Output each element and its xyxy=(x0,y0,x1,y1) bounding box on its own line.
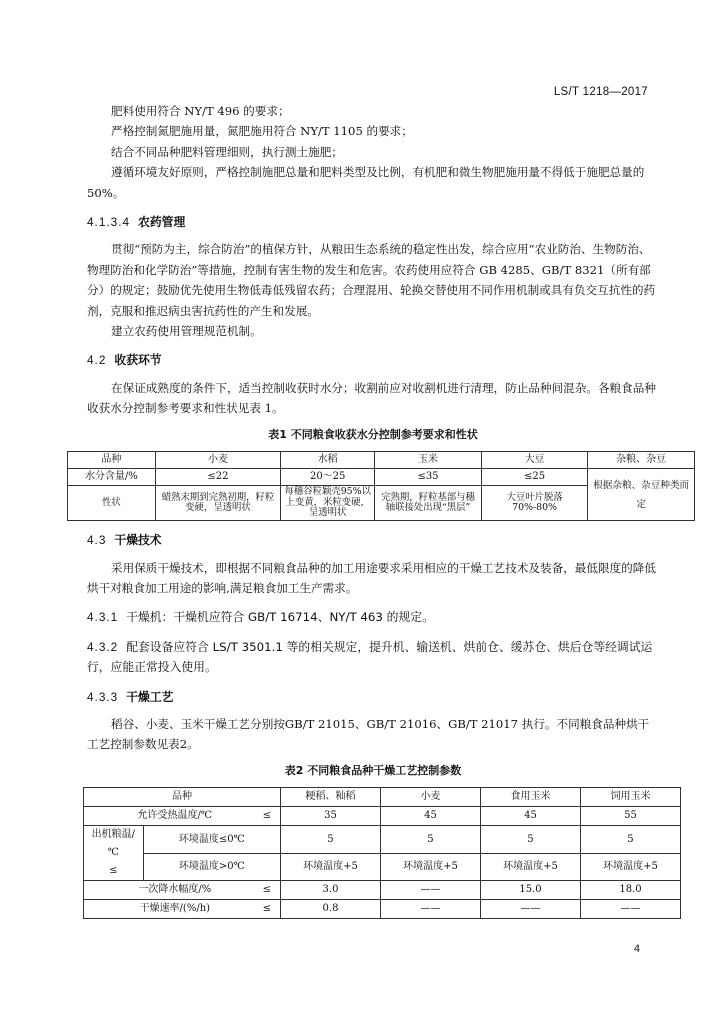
table2-caption: 表2 不同粮食品种干燥工艺控制参数 xyxy=(284,763,462,777)
table-header-cell: 小麦 xyxy=(380,788,480,807)
table-cell: 环境温度+5 xyxy=(281,853,381,881)
section-text: 干燥机：干燥机应符合 GB/T 16714、NY/T 463 的规定。 xyxy=(126,610,434,625)
table-cell: 环境温度≤0℃ xyxy=(143,826,280,854)
table-cell: —— xyxy=(380,900,480,919)
section-4-3-2 xyxy=(87,637,659,678)
section-number: 4.1.3.4 xyxy=(87,215,131,230)
table-cell: 5 xyxy=(380,826,480,854)
row-label: 一次降水幅度/% xyxy=(138,884,212,896)
table-cell: 0.8 xyxy=(281,900,381,919)
table-header-cell: 品种 xyxy=(68,452,156,469)
table-cell: 5 xyxy=(480,826,580,854)
table-cell: 环境温度+5 xyxy=(480,853,580,881)
process-paragraph: 稻谷、小麦、玉米干燥工艺分别按GB/T 21015、GB/T 21016、GB/T 21017 执行。不同粮食品种烘干工艺控制参数见表2。 xyxy=(87,716,650,752)
table-row xyxy=(84,900,681,919)
table-header-cell: 玉米 xyxy=(375,452,482,469)
table-header-cell: 杂粮、杂豆 xyxy=(588,452,695,469)
table-cell: 环境温度>0℃ xyxy=(143,853,280,881)
table-cell: 18.0 xyxy=(580,881,680,900)
pesticide-paragraph: 贯彻“预防为主，综合防治”的植保方针，从粮田生态系统的稳定性出发，综合应用“农业防治、生物防治、物理防治和化学防治”等措施，控制有害生物的发生和危害。农药使用应符合 GB 4285、GB/T 8321（所有部分）的规定；鼓励优先使用生物低毒低残留农药；合理混用、轮换交替使用不同作用机制或具有负交互抗性的药剂，克服和推迟病虫害抗药性的产生和发展。 xyxy=(87,242,656,318)
table-cell: 大豆叶片脱落70%-80% xyxy=(481,486,588,521)
table1-caption: 表1 不同粮食收获水分控制参考要求和性状 xyxy=(268,427,478,441)
table-header-cell: 粳稻、籼稻 xyxy=(281,788,381,807)
row-label: 干燥速率/(%/h) xyxy=(139,903,211,915)
table-row xyxy=(84,853,681,881)
le-symbol: ≤ xyxy=(262,884,271,896)
table-cell: ≤25 xyxy=(481,469,588,486)
table-row xyxy=(84,826,681,854)
table-header-cell: 食用玉米 xyxy=(480,788,580,807)
table-cell: 35 xyxy=(281,807,381,826)
le-symbol: ≤ xyxy=(262,810,271,822)
section-title: 收获环节 xyxy=(114,353,162,368)
section-text: 配套设备应符合 LS/T 3501.1 等的相关规定，提升机、输送机、烘前仓、缓苏仓、烘后仓等经调试运行，应能正常投入使用。 xyxy=(87,639,653,675)
section-4-2-heading xyxy=(87,350,659,370)
table2-drying-parameters xyxy=(83,787,681,919)
section-number: 4.3 xyxy=(87,533,107,548)
table-cell: 45 xyxy=(480,807,580,826)
fertilizer-line-2: 严格控制氮肥施用量，氮肥施用符合 NY/T 1105 的要求； xyxy=(111,124,413,139)
table-cell: ≤22 xyxy=(155,469,280,486)
le-symbol: ≤ xyxy=(109,865,118,877)
section-title: 干燥技术 xyxy=(114,533,162,548)
section-title: 农药管理 xyxy=(138,215,186,230)
table-cell: 每穗谷粒颖壳95%以上变黄，米粒变硬，呈透明状 xyxy=(281,486,375,521)
table-cell: 水分含量/% xyxy=(68,469,156,486)
table-cell: —— xyxy=(480,900,580,919)
section-number: 4.3.1 xyxy=(87,610,119,625)
table-cell: 20～25 xyxy=(281,469,375,486)
table-header-cell: 饲用玉米 xyxy=(580,788,680,807)
section-number: 4.3.3 xyxy=(87,689,119,704)
harvest-paragraph: 在保证成熟度的条件下，适当控制收获时水分；收割前应对收割机进行清理，防止品种间混杂。各粮食品种收获水分控制参考要求和性状见表 1。 xyxy=(87,380,656,416)
standard-code: LS/T 1218—2017 xyxy=(553,86,648,98)
table-cell: 55 xyxy=(580,807,680,826)
section-title: 干燥工艺 xyxy=(126,689,174,704)
page-number: 4 xyxy=(633,943,640,955)
table-cell: 3.0 xyxy=(281,881,381,900)
table-row xyxy=(84,807,681,826)
table-cell xyxy=(84,807,281,826)
row-label: 出机粮温/℃ xyxy=(91,829,136,859)
pesticide-management-line: 建立农药使用管理规范机制。 xyxy=(111,324,262,339)
le-symbol: ≤ xyxy=(262,903,271,915)
table-cell xyxy=(84,900,281,919)
body-content xyxy=(84,101,690,919)
fertilizer-line-3: 结合不同品种肥料管理细则，执行测土施肥； xyxy=(111,144,343,159)
table-header-cell: 小麦 xyxy=(155,452,280,469)
section-number: 4.3.2 xyxy=(87,639,119,654)
table-header-cell: 水稻 xyxy=(281,452,375,469)
table-cell: 5 xyxy=(281,826,381,854)
table-cell: 环境温度+5 xyxy=(580,853,680,881)
table-row xyxy=(68,452,695,469)
row-label: 允许受热温度/℃ xyxy=(137,810,213,822)
table-cell: 15.0 xyxy=(480,881,580,900)
table-header-cell: 大豆 xyxy=(481,452,588,469)
table1-harvest-moisture xyxy=(67,451,695,521)
table-row xyxy=(68,469,695,486)
table-cell xyxy=(84,826,144,881)
table-cell xyxy=(84,881,281,900)
section-4-1-3-4-heading xyxy=(87,212,659,232)
section-4-3-1 xyxy=(87,607,659,627)
table-cell: 性状 xyxy=(68,486,156,521)
drying-paragraph: 采用保质干燥技术，即根据不同粮食品种的加工用途要求采用相应的干燥工艺技术及装备，最低限度的降低烘干对粮食加工用途的影响,满足粮食加工生产需求。 xyxy=(87,560,656,595)
section-number: 4.2 xyxy=(87,353,107,368)
table-row xyxy=(84,788,681,807)
table-cell: 45 xyxy=(380,807,480,826)
table-row xyxy=(84,881,681,900)
table-cell: ≤35 xyxy=(375,469,482,486)
table-cell: —— xyxy=(380,881,480,900)
fertilizer-line-4: 遵循环境友好原则，严格控制施肥总量和肥料类型及比例，有机肥和微生物肥施用量不得低于施肥总量的 50%。 xyxy=(87,165,645,200)
table-cell: 蜡熟末期到完熟初期，籽粒变硬，呈透明状 xyxy=(155,486,280,521)
table-cell: 5 xyxy=(580,826,680,854)
table-cell: —— xyxy=(580,900,680,919)
fertilizer-line-1: 肥料使用符合 NY/T 496 的要求； xyxy=(111,104,290,118)
table-cell: 根据杂粮、杂豆种类而定 xyxy=(588,469,695,521)
section-4-3-3-heading xyxy=(87,687,659,707)
table-header-cell: 品种 xyxy=(84,788,281,807)
section-4-3-heading xyxy=(87,530,659,550)
table-cell: 完熟期，籽粒基部与穗轴联接处出现“黑层” xyxy=(375,486,482,521)
table-cell: 环境温度+5 xyxy=(380,853,480,881)
